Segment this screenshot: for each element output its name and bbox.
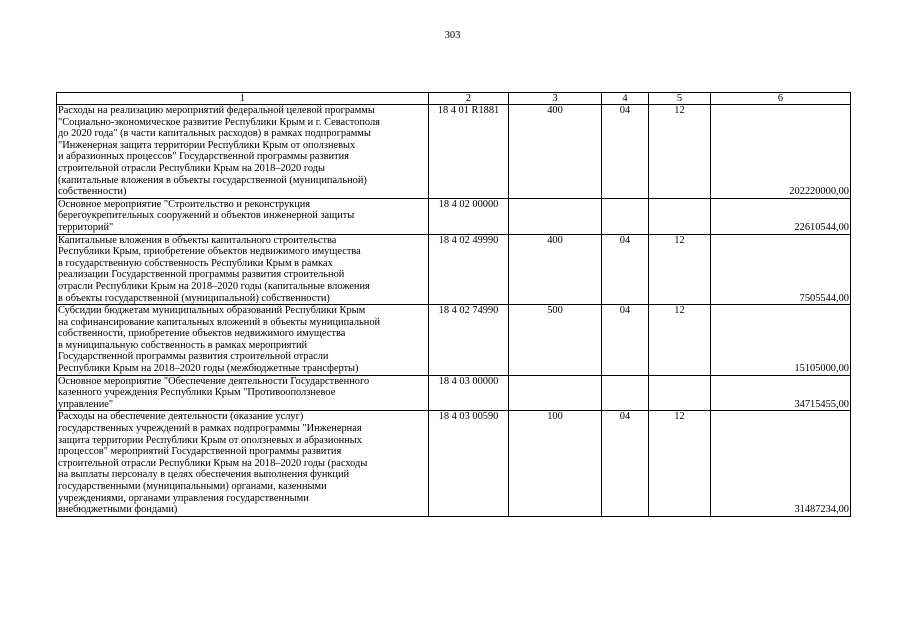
section-code: 04: [602, 105, 649, 199]
target-article-code: 18 4 02 00000: [429, 198, 509, 234]
row-name: Основное мероприятие "Строительство и реконструкция берегоукрепительных сооружений и объектов инженерной защиты территорий": [57, 198, 429, 234]
section-code: 04: [602, 234, 649, 305]
target-article-code: 18 4 01 R1881: [429, 105, 509, 199]
column-header: 5: [649, 93, 711, 105]
expense-type-code: 400: [509, 234, 602, 305]
column-header: 6: [711, 93, 851, 105]
row-name: Расходы на реализацию мероприятий федеральной целевой программы "Социально-экономическое развитие Республики Крым и г. Севастополя до 2020 года" (в части капитальных расходов) в рамках подпрограммы "Инженерная защита территории Республики Крым от оползневых и абразионных процессов" Государственной программы развития строительной отрасли Республики Крым на 2018–2020 годы (капитальные вложения в объекты государственной (муниципальной) собственности): [57, 105, 429, 199]
column-header: 3: [509, 93, 602, 105]
expense-type-code: 500: [509, 305, 602, 376]
row-name: Расходы на обеспечение деятельности (оказание услуг) государственных учреждений в рамках подпрограммы "Инженерная защита территории Республики Крым от оползневых и абразионных процессов" мероприятий Государственной программы развития строительной отрасли Республики Крым на 2018–2020 годы (расходы на выплаты персоналу в целях обеспечения выполнения функций государственными (муниципальными) органами, казенными учреждениями, органами управления государственными внебюджетными фондами): [57, 411, 429, 516]
target-article-code: 18 4 02 49990: [429, 234, 509, 305]
target-article-code: 18 4 03 00000: [429, 375, 509, 411]
expense-type-code: 400: [509, 105, 602, 199]
column-header: 1: [57, 93, 429, 105]
subsection-code: 12: [649, 234, 711, 305]
expense-type-code: [509, 375, 602, 411]
section-code: 04: [602, 305, 649, 376]
table-row: [57, 105, 851, 199]
table-row: [57, 411, 851, 516]
amount: 22610544,00: [711, 198, 851, 234]
amount: 34715455,00: [711, 375, 851, 411]
section-code: 04: [602, 411, 649, 516]
amount: 15105000,00: [711, 305, 851, 376]
subsection-code: [649, 198, 711, 234]
amount: 7505544,00: [711, 234, 851, 305]
target-article-code: 18 4 03 00590: [429, 411, 509, 516]
page-number: 303: [444, 30, 461, 41]
table-row: [57, 305, 851, 376]
section-code: [602, 198, 649, 234]
row-name: Основное мероприятие "Обеспечение деятельности Государственного казенного учреждения Республики Крым "Противооползневое управление": [57, 375, 429, 411]
table-row: [57, 198, 851, 234]
target-article-code: 18 4 02 74990: [429, 305, 509, 376]
expense-type-code: 100: [509, 411, 602, 516]
row-name: Субсидии бюджетам муниципальных образований Республики Крым на софинансирование капитальных вложений в объекты муниципальной собственности, приобретение объектов недвижимого имущества в муниципальную собственность в рамках мероприятий Государственной программы развития строительной отрасли Республики Крым на 2018–2020 годы (межбюджетные трансферты): [57, 305, 429, 376]
table-row: [57, 234, 851, 305]
amount: 202220000,00: [711, 105, 851, 199]
row-name: Капитальные вложения в объекты капитального строительства Республики Крым, приобретение объектов недвижимого имущества в государственную собственность Республики Крым в рамках реализации Государственной программы развития строительной отрасли Республики Крым на 2018–2020 годы (капитальные вложения в объекты государственной (муниципальной) собственности): [57, 234, 429, 305]
budget-table: [56, 92, 851, 517]
subsection-code: 12: [649, 305, 711, 376]
amount: 31487234,00: [711, 411, 851, 516]
table-header-row: [57, 93, 851, 105]
expense-type-code: [509, 198, 602, 234]
table-row: [57, 375, 851, 411]
subsection-code: [649, 375, 711, 411]
subsection-code: 12: [649, 411, 711, 516]
subsection-code: 12: [649, 105, 711, 199]
column-header: 2: [429, 93, 509, 105]
section-code: [602, 375, 649, 411]
column-header: 4: [602, 93, 649, 105]
